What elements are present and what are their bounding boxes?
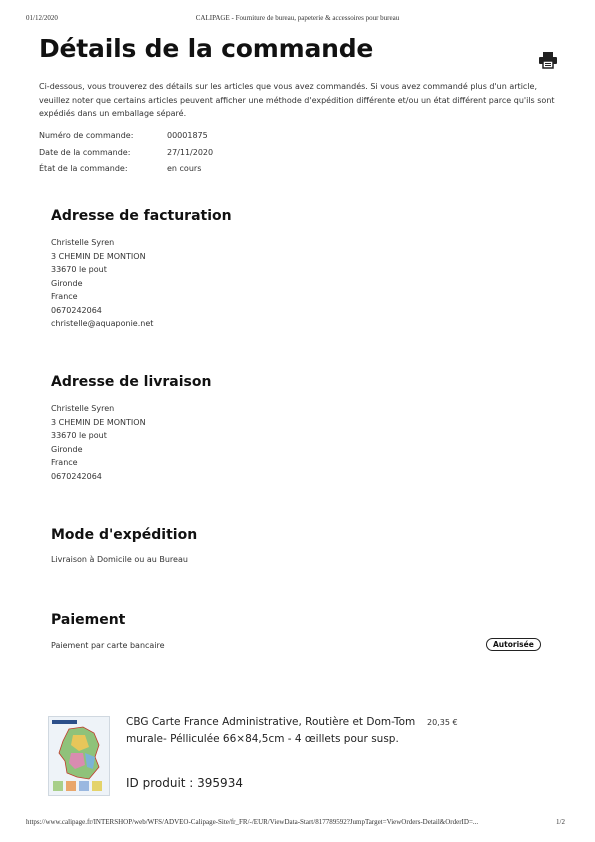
order-number-label: Numéro de commande: (39, 131, 134, 140)
billing-name: Christelle Syren (51, 238, 115, 247)
payment-method: Paiement par carte bancaire (51, 641, 165, 650)
payment-title: Paiement (51, 612, 126, 628)
billing-region: Gironde (51, 278, 83, 288)
shipping-city: 33670 le pout (51, 431, 107, 440)
order-date: 27/11/2020 (167, 147, 214, 157)
printer-icon[interactable] (538, 51, 558, 69)
shipping-country: France (51, 458, 78, 467)
shipping-name: Christelle Syren (51, 404, 115, 413)
order-meta (39, 128, 213, 178)
shipping-region: Gironde (51, 444, 83, 454)
shipping-address (51, 402, 146, 483)
billing-street: 3 CHEMIN DE MONTION (51, 251, 146, 261)
billing-address (51, 236, 153, 331)
shipping-phone: 0670242064 (51, 471, 102, 481)
order-date-label: Date de la commande: (39, 147, 131, 157)
product-id: ID produit : 395934 (126, 776, 243, 790)
billing-city: 33670 le pout (51, 265, 107, 274)
order-status: en cours (167, 164, 202, 173)
print-url: https://www.calipage.fr/INTERSHOP/web/WFS/ADVEO-Calipage-Site/fr_FR/-/EUR/ViewData-Start/817789592?JumpTarget=ViewOrders-Detail&OrderID=... (26, 818, 479, 826)
order-status-row (39, 161, 213, 178)
print-date: 01/12/2020 (26, 14, 58, 22)
delivery-title: Mode d'expédition (51, 527, 198, 543)
order-number-row (39, 128, 213, 145)
billing-phone: 0670242064 (51, 305, 102, 315)
order-number: 00001875 (167, 131, 208, 140)
delivery-method: Livraison à Domicile ou au Bureau (51, 555, 188, 564)
order-date-row (39, 145, 213, 162)
print-page-title: CALIPAGE - Fourniture de bureau, papeterie & accessoires pour bureau (195, 14, 400, 22)
intro-text: Ci-dessous, vous trouverez des détails sur les articles que vous avez commandés. Si vous avez commandé plus d'un article, veuillez noter que certains articles peuvent afficher une méthode d'expédition différente et/ou un état différent parce qu'ils sont expédiés dans un emballage séparé. (39, 82, 555, 118)
print-page-number: 1/2 (556, 818, 565, 826)
page-title: Détails de la commande (39, 34, 374, 63)
product-price: 20,35 € (427, 718, 458, 727)
billing-email: christelle@aquaponie.net (51, 319, 154, 328)
product-image[interactable] (48, 716, 110, 796)
billing-country: France (51, 292, 78, 301)
france-map-image (49, 717, 109, 795)
payment-status-badge: Autorisée (486, 638, 541, 651)
billing-title: Adresse de facturation (51, 208, 232, 224)
product-name[interactable]: CBG Carte France Administrative, Routière et Dom-Tom murale- Pélliculée 66×84,5cm - 4 œillets pour susp. (126, 716, 416, 745)
shipping-street: 3 CHEMIN DE MONTION (51, 417, 146, 427)
shipping-title: Adresse de livraison (51, 374, 212, 390)
order-status-label: État de la commande: (39, 164, 128, 173)
